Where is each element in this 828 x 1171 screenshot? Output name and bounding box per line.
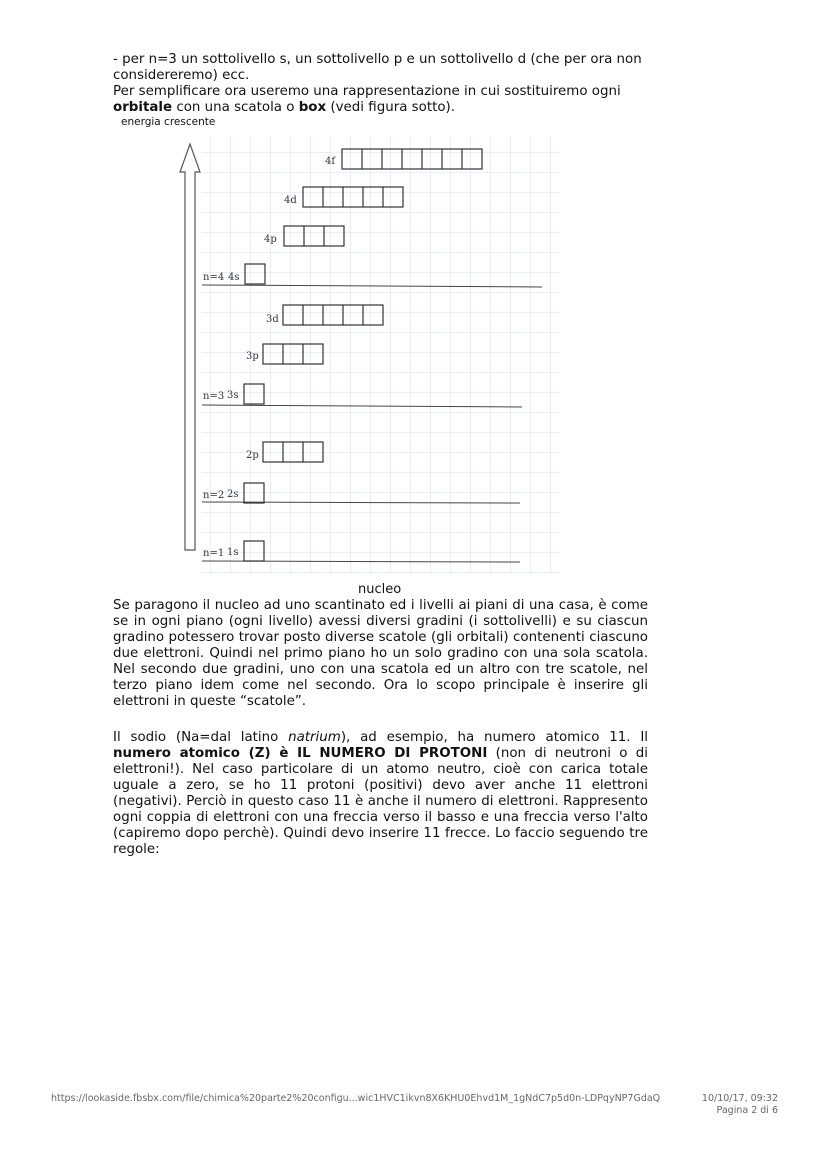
label-4f: 4f	[325, 156, 336, 167]
bold-atomic-number: numero atomico (Z) è IL NUMERO DI PROTONI	[113, 746, 488, 761]
label-4p: 4p	[264, 234, 277, 245]
intro-text	[113, 52, 648, 116]
footer-url: https://lookaside.fbsbx.com/file/chimica%20parte2%20configu...wic1HVC1ikvn8X6KHU0Ehvd1M_1gNdC7p5d0n-LDPqyNP7GdaQ	[51, 1093, 661, 1104]
label-3p: 3p	[246, 351, 259, 362]
label-n1: n=1	[203, 548, 225, 559]
bold-orbitale: orbitale	[113, 100, 173, 115]
para2-text-1: Il sodio (Na=dal latino	[113, 730, 289, 745]
paragraph-house-analogy: Se paragono il nucleo ad uno scantinato ed i livelli ai piani di una casa, è come se in ogni piano (ogni livello) avessi diversi gradini (i sottolivelli) e su ciascun gradino potessero trovar posto diverse scatole (gli orbitali) contenenti ciascuno due elettroni. Quindi nel primo piano ho un solo gradino con una sola scatola. Nel secondo due gradini, uno con una scatola ed un altro con tre scatole, nel terzo piano idem come nel secondo. Ora lo scopo principale è inserire gli elettroni in queste “scatole”.	[113, 598, 648, 709]
nucleus-caption: nucleo	[358, 582, 402, 597]
label-1s: 1s	[227, 547, 239, 558]
label-4s: 4s	[228, 272, 240, 283]
label-4d: 4d	[284, 195, 297, 206]
intro-line-1: - per n=3 un sottolivello s, un sottolivello p e un sottolivello d (che per ora non considereremo) ecc.	[113, 52, 642, 83]
para2-text-3: (non di neutroni o di elettroni!). Nel caso particolare di un atomo neutro, cioè con carica totale uguale a zero, se ho 11 protoni (positivi) devo aver anche 11 elettroni (negativi). Perciò in questo caso 11 è anche il numero di elettroni. Rappresento ogni coppia di elettroni con una freccia verso il basso e una freccia verso l'alto (capiremo dopo perchè). Quindi devo inserire 11 frecce. Lo faccio seguendo tre regole:	[113, 746, 648, 857]
energy-arrow	[180, 144, 200, 550]
paragraph-sodium	[113, 730, 648, 858]
intro-line-2-end: (vedi figura sotto).	[326, 100, 456, 115]
intro-line-2-middle: con una scatola o	[172, 100, 299, 115]
intro-line-2-start: Per semplificare ora useremo una rappresentazione in cui sostituiremo ogni	[113, 84, 621, 99]
italic-natrium: natrium	[288, 730, 341, 745]
label-2s: 2s	[227, 489, 239, 500]
footer-page-number: Pagina 2 di 6	[716, 1105, 778, 1116]
intro-line-2	[113, 84, 648, 116]
footer-datetime: 10/10/17, 09:32	[701, 1093, 778, 1104]
orbital-energy-diagram	[170, 132, 560, 577]
label-n4: n=4	[203, 272, 225, 283]
label-n2: n=2	[203, 490, 225, 501]
energy-caption: energia crescente	[121, 116, 216, 128]
label-2p: 2p	[246, 450, 259, 461]
label-3s: 3s	[227, 390, 239, 401]
label-3d: 3d	[266, 314, 279, 325]
label-n3: n=3	[203, 391, 225, 402]
bold-box: box	[298, 100, 327, 115]
para2-text-2: ), ad esempio, ha numero atomico 11. Il	[340, 730, 649, 745]
